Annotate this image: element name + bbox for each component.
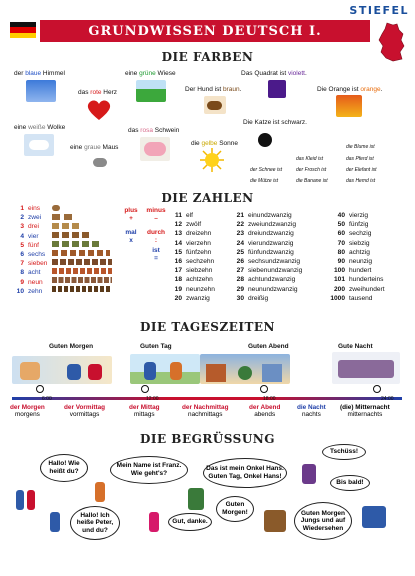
number-row: 25 fünfundzwanzig (236, 248, 294, 256)
time-axis (12, 397, 402, 400)
clock-icon-12 (141, 385, 149, 393)
speech-bubble-jungs: Guten Morgen Jungs und auf Wiedersehen (294, 502, 352, 540)
tick-24: 24:00 (381, 396, 394, 402)
label-hund: Der Hund ist braun. (185, 86, 242, 93)
greeting-gute-nacht: Gute Nacht (338, 343, 373, 350)
numbers-1-10 (10, 204, 47, 296)
speech-bubble-peter: Hallo! Ich heiße Peter, und du? (70, 506, 120, 540)
number-row: 24 vierundzwanzig (236, 239, 294, 247)
speech-bubble-guten-morgen: Guten Morgen! (216, 496, 254, 522)
night-scene (332, 352, 400, 384)
label-orange: Die Orange ist orange. (317, 86, 383, 93)
number-row: 26 sechsundzwanzig (236, 258, 301, 266)
number-row: 13 dreizehn (174, 230, 212, 238)
number-row: 22 zweiundzwanzig (236, 221, 297, 229)
speech-bubble-franz: Mein Name ist Franz. Wie geht's? (110, 456, 188, 484)
greeting-guten-abend: Guten Abend (248, 343, 289, 350)
sun-icon (200, 148, 224, 172)
number-row: 20 zwanzig (174, 294, 210, 302)
period-abend: der Abend abends (249, 404, 281, 419)
period-vormittag: der Vormittag vormittags (64, 404, 106, 419)
number-row: 30 dreißig (236, 294, 269, 302)
label-himmel: der blaue Himmel (14, 70, 65, 77)
number-row: 14 vierzehn (174, 239, 211, 247)
mini-label-pferd: das Pferd ist (346, 156, 374, 162)
number-row: 16 sechzehn (174, 258, 215, 266)
clock-icon-24 (373, 385, 381, 393)
pink-pig-image (140, 137, 170, 161)
label-sonne: die gelbe Sonne (191, 140, 238, 147)
morning-scene (12, 356, 112, 384)
number-row: 60 sechzig (337, 230, 372, 238)
tick-18: 18:00 (263, 396, 276, 402)
number-row: 8 acht (20, 269, 41, 277)
number-row: 11 elf (175, 212, 193, 219)
op-ist: ist = (152, 247, 160, 262)
label-maus: eine graue Maus (70, 144, 119, 151)
mini-label-frosch: der Frosch ist (296, 167, 327, 173)
number-row: 23 dreiundzwanzig (236, 230, 294, 238)
period-nachmittag: der Nachmittag nachmittags (182, 404, 229, 419)
op-mal: mal x (125, 229, 137, 244)
leaving-boys-figures (360, 504, 390, 530)
family-figures (186, 486, 206, 512)
black-cat-image (254, 129, 276, 149)
day-scene (130, 354, 200, 384)
op-durch: durch : (146, 229, 166, 244)
mini-label-blume: die Blume ist (346, 144, 375, 150)
speech-bubble-hallo-wie: Hallo! Wie heißt du? (40, 454, 88, 482)
brand-logo: STIEFEL (349, 4, 409, 17)
speech-bubble-gut-danke: Gut, danke. (168, 513, 212, 531)
mini-label-hemd: das Hemd ist (346, 178, 376, 184)
number-row: 5 fünf (20, 241, 39, 249)
waving-children-figures (300, 460, 320, 488)
speech-bubble-tschuess: Tschüss! (322, 444, 366, 460)
label-wiese: eine grüne Wiese (125, 70, 176, 77)
op-minus: minus – (146, 207, 166, 222)
section-heading-tageszeiten: DIE TAGESZEITEN (139, 320, 276, 334)
number-row: 4 vier (20, 232, 39, 240)
numbers-40-1000 (325, 211, 385, 303)
number-row: 1000 tausend (330, 294, 373, 302)
number-row: 7 sieben (20, 260, 48, 268)
period-nacht: die Nacht nachts (297, 404, 326, 419)
girl-figure (145, 510, 165, 534)
tick-12: 12:00 (146, 396, 159, 402)
mini-label-banane: die Banane ist (296, 178, 328, 184)
boy-peter-figure (46, 510, 66, 534)
heart-icon (86, 98, 112, 122)
number-row: 28 achtundzwanzig (236, 276, 296, 284)
number-row: 9 neun (20, 278, 43, 286)
numbers-21-30 (230, 211, 302, 303)
label-katze: Die Katze ist schwarz. (243, 119, 307, 126)
brown-dog-image (204, 96, 226, 114)
number-row: 1 eins (20, 205, 41, 212)
speech-bubble-onkel-hans: Das ist mein Onkel Hans. Guten Tag, Onkel Hans! (203, 458, 287, 488)
period-mitternacht: (die) Mitternacht mitternachts (340, 404, 390, 419)
op-plus: plus + (124, 207, 138, 222)
number-row: 2 zwei (20, 214, 42, 222)
number-row: 17 siebzehn (174, 267, 213, 275)
german-flag (10, 22, 36, 38)
number-row: 21 einundzwanzig (236, 212, 292, 219)
section-heading-zahlen: DIE ZAHLEN (161, 191, 254, 205)
number-row: 29 neunundzwanzig (236, 285, 298, 293)
section-heading-farben: DIE FARBEN (161, 50, 254, 64)
numbers-11-20 (168, 211, 215, 303)
children-greeting-figures (16, 486, 36, 516)
number-row: 40 vierzig (337, 212, 369, 219)
period-mittag: der Mittag mittags (129, 404, 160, 419)
number-row: 18 achtzehn (174, 276, 213, 284)
greeting-guten-morgen: Guten Morgen (49, 343, 94, 350)
sky-image (26, 80, 56, 102)
label-herz: das rote Herz (78, 89, 118, 96)
mini-label-schnee: der Schnee ist (250, 167, 282, 173)
mini-label-kleid: das Kleid ist (296, 156, 323, 162)
number-row: 19 neunzehn (174, 285, 215, 293)
afternoon-scene (200, 354, 290, 384)
page-title: GRUNDWISSEN DEUTSCH I. (88, 23, 322, 39)
number-row: 15 fünfzehn (174, 248, 212, 256)
counting-animals-illustration (52, 204, 114, 296)
number-row: 6 sechs (20, 251, 46, 259)
number-row: 27 siebenundzwanzig (236, 267, 303, 275)
clock-icon-6 (36, 385, 44, 393)
tick-6: 6:00 (42, 396, 52, 402)
number-row: 3 drei (20, 223, 39, 231)
number-row: 10 zehn (16, 287, 43, 295)
greeting-guten-tag: Guten Tag (140, 343, 172, 350)
number-row: 70 siebzig (337, 239, 370, 247)
label-wolke: eine weiße Wolke (14, 124, 66, 131)
number-row: 80 achtzig (337, 248, 370, 256)
label-quadrat: Das Quadrat ist violett. (241, 70, 307, 77)
grey-mouse-image (90, 154, 112, 170)
period-morgen: der Morgen morgens (10, 404, 45, 419)
meadow-image (136, 80, 166, 102)
mini-label-muetze: die Mütze ist (250, 178, 279, 184)
mini-label-elefant: der Elefant ist (346, 167, 377, 173)
teacher-children-figures (262, 508, 288, 534)
violet-square (268, 80, 286, 98)
number-row: 200 zweihundert (333, 285, 385, 293)
speech-bubble-bis-bald: Bis bald! (330, 475, 370, 491)
cloud-image (24, 134, 54, 156)
title-banner (40, 20, 370, 42)
number-row: 90 neunzig (337, 258, 373, 266)
orange-sunset-image (336, 95, 362, 117)
label-schwein: das rosa Schwein (128, 127, 180, 134)
number-row: 101 hunderteins (333, 276, 384, 284)
number-row: 50 fünfzig (337, 221, 369, 229)
number-row: 12 zwölf (174, 221, 202, 229)
section-heading-begruessung: DIE BEGRÜSSUNG (139, 432, 276, 446)
clock-icon-18 (260, 385, 268, 393)
boy-franz-figure (92, 480, 108, 504)
number-row: 100 hundert (333, 267, 372, 275)
